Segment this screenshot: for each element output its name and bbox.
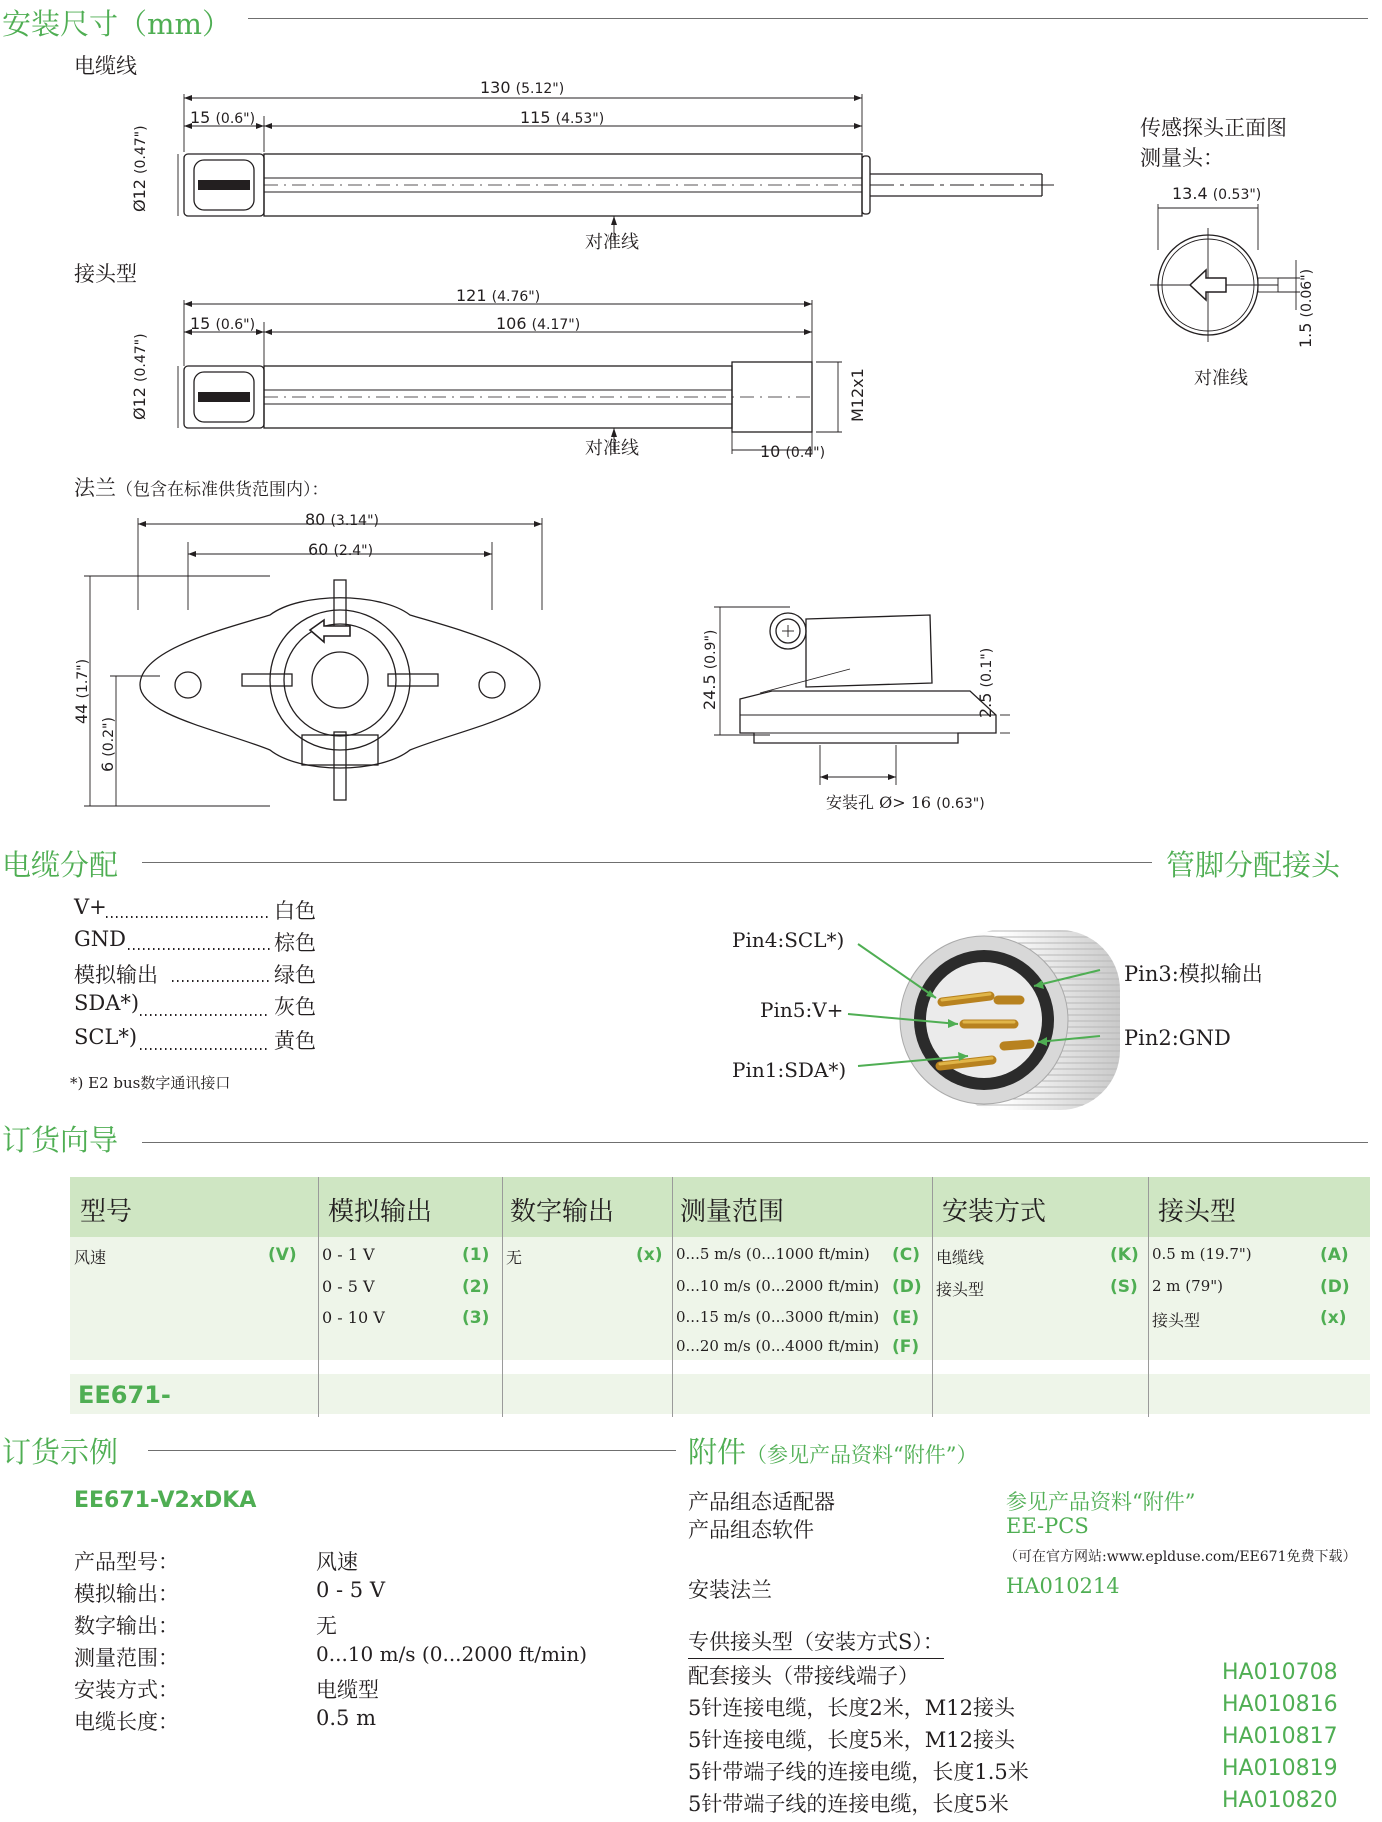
align-line-label: 对准线 xyxy=(585,232,639,253)
example-code: EE671-V2xDKA xyxy=(74,1488,257,1513)
pin-leader-lines xyxy=(840,920,1160,1120)
connector-accessory-code: HA010820 xyxy=(1222,1788,1338,1813)
example-key: 电缆长度： xyxy=(74,1710,179,1734)
connector-option: 接头型 xyxy=(1152,1311,1201,1330)
model-code: (V) xyxy=(268,1245,297,1265)
range-code: (D) xyxy=(892,1277,922,1297)
range-option: 0...15 m/s (0...3000 ft/min) xyxy=(676,1308,880,1326)
digital-option: 无 xyxy=(506,1248,523,1267)
column-divider xyxy=(502,1177,503,1417)
mounting-code: (S) xyxy=(1110,1277,1138,1297)
pin2-label: Pin2:GND xyxy=(1124,1026,1231,1050)
connector-accessory-code: HA010708 xyxy=(1222,1660,1338,1685)
cable-wire-color: 灰色 xyxy=(274,995,316,1019)
header-digital: 数字输出 xyxy=(510,1197,615,1227)
connector-accessory-code: HA010817 xyxy=(1222,1724,1338,1749)
accessory-adapter: 产品组态适配器 xyxy=(688,1490,835,1514)
analog-code: (3) xyxy=(462,1308,490,1328)
front-view-title: 传感探头正面图 xyxy=(1140,116,1287,140)
example-key: 测量范围： xyxy=(74,1646,179,1670)
analog-option: 0 - 5 V xyxy=(322,1277,375,1296)
accessory-flange: 安装法兰 xyxy=(688,1578,772,1602)
column-divider xyxy=(932,1177,933,1417)
header-analog: 模拟输出 xyxy=(328,1197,433,1227)
mount-hole-label: 安装孔 Ø> 16 xyxy=(826,793,932,812)
dim-m12: M12x1 xyxy=(848,368,867,422)
dim-d12: Ø12 xyxy=(130,179,149,212)
dim-44: 44 xyxy=(72,703,91,724)
connector-type-label: 接头型 xyxy=(74,262,137,286)
dim-15: 15 xyxy=(190,108,211,127)
cable-list-leaders xyxy=(106,895,276,1065)
dim-2-5-in: (0.1") xyxy=(979,647,995,688)
cable-wire-name: V+ xyxy=(74,895,107,919)
connector-accessory-name: 5针带端子线的连接电缆，长度1.5米 xyxy=(688,1760,1029,1784)
cable-wire-color: 白色 xyxy=(274,899,316,923)
order-code-prefix: EE671- xyxy=(78,1381,171,1409)
connector-accessory-name: 5针带端子线的连接电缆，长度5米 xyxy=(688,1792,1009,1816)
section-title-example: 订货示例 xyxy=(2,1435,119,1469)
align-line-label-front: 对准线 xyxy=(1194,368,1248,389)
pin1-label: Pin1:SDA*) xyxy=(732,1058,847,1082)
dim-115-in: (4.53") xyxy=(555,111,605,127)
dim-60: 60 xyxy=(308,540,329,559)
analog-option: 0 - 1 V xyxy=(322,1245,375,1264)
connector-accessory-code: HA010819 xyxy=(1222,1756,1338,1781)
connector-option: 2 m (79") xyxy=(1152,1277,1223,1295)
dim-d12-connector: Ø12 xyxy=(130,387,149,420)
section-title-ordering: 订货向导 xyxy=(2,1123,119,1157)
mounting-code: (K) xyxy=(1110,1245,1139,1265)
connector-code: (x) xyxy=(1320,1308,1347,1328)
flange-side-drawing xyxy=(700,595,1010,795)
dim-106-in: (4.17") xyxy=(531,317,581,333)
connector-code: (D) xyxy=(1320,1277,1350,1297)
mount-hole-in: (0.63") xyxy=(936,796,985,812)
cable-wire-name: 模拟输出 xyxy=(74,963,158,987)
cable-footnote: *) E2 bus数字通讯接口 xyxy=(70,1074,231,1092)
dim-80-in: (3.14") xyxy=(330,513,379,529)
cable-wire-color: 棕色 xyxy=(274,931,316,955)
range-code: (E) xyxy=(892,1308,920,1328)
section-divider xyxy=(148,1450,676,1451)
dim-130-in: (5.12") xyxy=(515,81,565,97)
section-divider xyxy=(142,862,1152,863)
range-option: 0...10 m/s (0...2000 ft/min) xyxy=(676,1277,880,1295)
accessory-adapter-value: 参见产品资料“附件” xyxy=(1006,1490,1196,1514)
pin5-label: Pin5:V+ xyxy=(760,998,844,1022)
cable-type-label: 电缆线 xyxy=(74,54,137,78)
model-value: 风速 xyxy=(74,1248,107,1267)
dim-13-4-in: (0.53") xyxy=(1212,187,1262,203)
accessory-software-note: （可在官方网站:www.eplduse.com/EE671免费下载） xyxy=(1004,1549,1357,1565)
connector-code: (A) xyxy=(1320,1245,1349,1265)
connector-accessory-name: 5针连接电缆，长度2米，M12接头 xyxy=(688,1696,1015,1720)
connector-accessory-code: HA010816 xyxy=(1222,1692,1338,1717)
section-divider xyxy=(142,1142,1368,1143)
accessory-software: 产品组态软件 xyxy=(688,1518,814,1542)
dim-106: 106 xyxy=(496,314,527,333)
section-title-dimensions: 安装尺寸（mm） xyxy=(2,7,231,41)
example-key: 产品型号： xyxy=(74,1550,179,1574)
example-value: 0.5 m xyxy=(316,1706,376,1730)
section-divider xyxy=(248,18,1368,19)
dim-10-in: (0.4") xyxy=(785,445,826,461)
connector-accessory-name: 配套接头（带接线端子） xyxy=(688,1664,919,1688)
digital-code: (x) xyxy=(636,1245,663,1265)
range-code: (C) xyxy=(892,1245,921,1265)
cable-wire-color: 黄色 xyxy=(274,1029,316,1053)
pin3-label: Pin3:模拟输出 xyxy=(1124,962,1263,986)
dim-130: 130 xyxy=(480,78,511,97)
range-option: 0...20 m/s (0...4000 ft/min) xyxy=(676,1337,880,1355)
accessory-software-value: EE-PCS xyxy=(1006,1514,1089,1538)
dim-15-in: (0.6") xyxy=(215,111,256,127)
mounting-option: 接头型 xyxy=(936,1280,985,1299)
column-divider xyxy=(672,1177,673,1417)
dim-d12-in: (0.47") xyxy=(133,125,149,174)
column-divider xyxy=(318,1177,319,1417)
example-value: 0 - 5 V xyxy=(316,1578,386,1602)
accessories-note: （参见产品资料“附件”） xyxy=(746,1443,978,1467)
dim-1-5-in: (0.06") xyxy=(1299,268,1315,318)
dim-13-4: 13.4 xyxy=(1172,184,1208,203)
connector-accessory-name: 5针连接电缆，长度5米，M12接头 xyxy=(688,1728,1015,1752)
dim-2-5: 2.5 xyxy=(976,692,995,718)
dim-24-5: 24.5 xyxy=(700,674,719,710)
example-value: 无 xyxy=(316,1614,337,1638)
dim-121-in: (4.76") xyxy=(491,289,541,305)
header-model: 型号 xyxy=(80,1197,133,1227)
front-view-subtitle: 测量头： xyxy=(1140,146,1224,170)
header-mounting: 安装方式 xyxy=(942,1197,1047,1227)
flange-note: （包含在标准供货范围内）： xyxy=(116,480,329,500)
dim-10: 10 xyxy=(760,442,781,461)
example-value: 电缆型 xyxy=(316,1678,379,1702)
analog-code: (1) xyxy=(462,1245,490,1265)
connector-option: 0.5 m (19.7") xyxy=(1152,1245,1252,1263)
analog-code: (2) xyxy=(462,1277,490,1297)
cable-wire-color: 绿色 xyxy=(274,963,316,987)
dim-60-in: (2.4") xyxy=(333,543,374,559)
column-divider xyxy=(1148,1177,1149,1417)
section-title-cable: 电缆分配 xyxy=(2,848,119,882)
dim-44-in: (1.7") xyxy=(75,658,91,699)
range-code: (F) xyxy=(892,1337,920,1357)
dim-d12-connector-in: (0.47") xyxy=(133,333,149,382)
example-key: 模拟输出： xyxy=(74,1582,179,1606)
accessory-flange-code: HA010214 xyxy=(1006,1574,1120,1598)
dim-6-in: (0.2") xyxy=(101,717,117,757)
dim-15-connector-in: (0.6") xyxy=(215,317,256,333)
section-title-pin: 管脚分配接头 xyxy=(1166,848,1341,882)
ordering-table-prefix-row xyxy=(70,1374,1370,1414)
dim-6: 6 xyxy=(98,761,117,772)
connector-accessories-title: 专供接头型（安装方式S）： xyxy=(688,1626,944,1659)
analog-option: 0 - 10 V xyxy=(322,1308,385,1327)
cable-wire-name: SCL*) xyxy=(74,1025,138,1049)
dim-24-5-in: (0.9") xyxy=(703,629,719,670)
cable-wire-name: SDA*) xyxy=(74,991,140,1015)
flange-label: 法兰 xyxy=(74,476,116,500)
align-line-label-connector: 对准线 xyxy=(585,438,639,459)
dim-121: 121 xyxy=(456,286,487,305)
example-value: 风速 xyxy=(316,1550,358,1574)
range-option: 0...5 m/s (0...1000 ft/min) xyxy=(676,1245,870,1263)
example-key: 数字输出： xyxy=(74,1614,179,1638)
cable-wire-name: GND xyxy=(74,927,126,951)
example-value: 0...10 m/s (0...2000 ft/min) xyxy=(316,1642,588,1666)
dim-15-connector: 15 xyxy=(190,314,211,333)
example-key: 安装方式： xyxy=(74,1678,179,1702)
section-title-accessories: 附件 xyxy=(688,1435,747,1469)
dim-115: 115 xyxy=(520,108,551,127)
header-range: 测量范围 xyxy=(680,1197,785,1227)
dim-80: 80 xyxy=(305,510,326,529)
dim-1-5: 1.5 xyxy=(1296,322,1315,348)
header-connector: 接头型 xyxy=(1158,1197,1237,1227)
mounting-option: 电缆线 xyxy=(936,1248,985,1267)
pin4-label: Pin4:SCL*) xyxy=(732,928,845,952)
